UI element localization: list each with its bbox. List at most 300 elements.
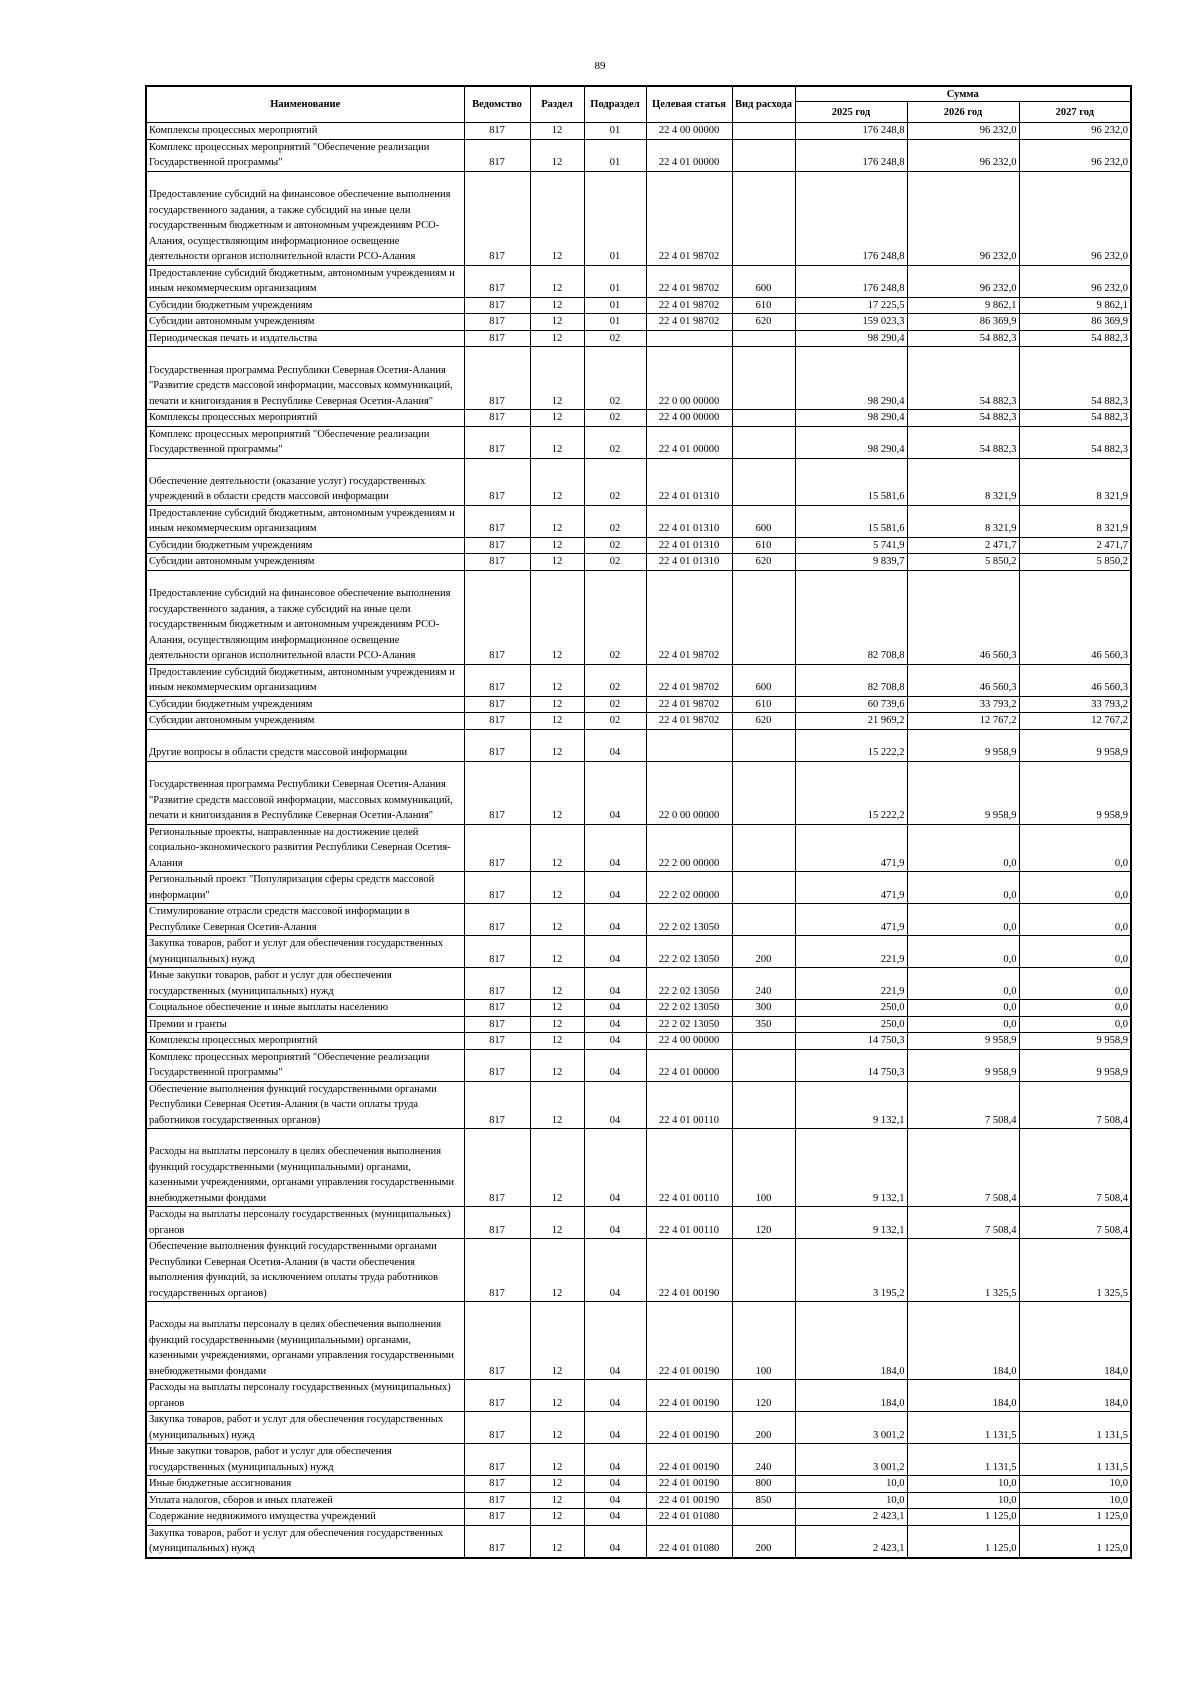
row-podrazdel: 04 xyxy=(584,824,646,872)
row-name: Комплекс процессных мероприятий "Обеспечение реализации Государственной программы" xyxy=(146,139,464,171)
row-expense-type: 240 xyxy=(732,968,795,1000)
row-razdel: 12 xyxy=(530,265,584,297)
row-podrazdel: 02 xyxy=(584,664,646,696)
row-podrazdel: 02 xyxy=(584,570,646,664)
row-sum-2025: 9 132,1 xyxy=(795,1129,907,1207)
row-expense-type xyxy=(732,426,795,458)
table-row xyxy=(146,1380,1131,1412)
table-row xyxy=(146,729,1131,761)
row-sum-2025: 3 001,2 xyxy=(795,1444,907,1476)
row-name: Периодическая печать и издательства xyxy=(146,330,464,347)
row-razdel: 12 xyxy=(530,554,584,571)
row-sum-2027: 5 850,2 xyxy=(1019,554,1131,571)
row-sum-2026: 96 232,0 xyxy=(907,123,1019,140)
row-sum-2027: 33 793,2 xyxy=(1019,696,1131,713)
row-podrazdel: 04 xyxy=(584,1302,646,1380)
row-sum-2026: 0,0 xyxy=(907,1016,1019,1033)
row-razdel: 12 xyxy=(530,410,584,427)
row-sum-2025: 2 423,1 xyxy=(795,1525,907,1558)
row-podrazdel: 04 xyxy=(584,1444,646,1476)
row-expense-type xyxy=(732,347,795,410)
row-sum-2026: 0,0 xyxy=(907,968,1019,1000)
header-name: Наименование xyxy=(146,86,464,123)
row-target-article: 22 2 02 00000 xyxy=(646,872,732,904)
row-sum-2026: 9 958,9 xyxy=(907,1049,1019,1081)
row-sum-2025: 3 001,2 xyxy=(795,1412,907,1444)
row-expense-type xyxy=(732,570,795,664)
row-vedomstvo: 817 xyxy=(464,904,530,936)
row-sum-2027: 0,0 xyxy=(1019,1016,1131,1033)
row-razdel: 12 xyxy=(530,1081,584,1129)
row-sum-2027: 1 125,0 xyxy=(1019,1509,1131,1526)
table-row xyxy=(146,664,1131,696)
row-target-article: 22 4 01 98702 xyxy=(646,713,732,730)
row-podrazdel: 02 xyxy=(584,458,646,505)
row-sum-2026: 0,0 xyxy=(907,936,1019,968)
row-target-article: 22 2 02 13050 xyxy=(646,1000,732,1017)
row-sum-2026: 8 321,9 xyxy=(907,458,1019,505)
row-podrazdel: 04 xyxy=(584,1129,646,1207)
row-podrazdel: 01 xyxy=(584,139,646,171)
row-podrazdel: 04 xyxy=(584,1492,646,1509)
row-razdel: 12 xyxy=(530,824,584,872)
row-sum-2025: 15 222,2 xyxy=(795,761,907,824)
row-sum-2026: 10,0 xyxy=(907,1476,1019,1493)
table-row xyxy=(146,936,1131,968)
row-vedomstvo: 817 xyxy=(464,570,530,664)
row-sum-2027: 86 369,9 xyxy=(1019,314,1131,331)
row-sum-2027: 184,0 xyxy=(1019,1302,1131,1380)
row-target-article: 22 4 01 00190 xyxy=(646,1412,732,1444)
row-name: Предоставление субсидий бюджетным, автономным учреждениям и иным некоммерческим организациям xyxy=(146,505,464,537)
table-row xyxy=(146,347,1131,410)
table-row xyxy=(146,1525,1131,1558)
row-sum-2027: 184,0 xyxy=(1019,1380,1131,1412)
row-name: Субсидии автономным учреждениям xyxy=(146,314,464,331)
row-razdel: 12 xyxy=(530,1444,584,1476)
table-row xyxy=(146,1081,1131,1129)
row-expense-type: 120 xyxy=(732,1207,795,1239)
row-razdel: 12 xyxy=(530,696,584,713)
row-razdel: 12 xyxy=(530,729,584,761)
row-sum-2025: 9 132,1 xyxy=(795,1081,907,1129)
row-podrazdel: 04 xyxy=(584,968,646,1000)
row-podrazdel: 01 xyxy=(584,123,646,140)
table-row xyxy=(146,1049,1131,1081)
row-vedomstvo: 817 xyxy=(464,1492,530,1509)
row-sum-2026: 184,0 xyxy=(907,1302,1019,1380)
row-vedomstvo: 817 xyxy=(464,1444,530,1476)
table-row xyxy=(146,314,1131,331)
row-sum-2027: 0,0 xyxy=(1019,904,1131,936)
row-podrazdel: 04 xyxy=(584,1412,646,1444)
row-target-article: 22 4 00 00000 xyxy=(646,123,732,140)
row-name: Предоставление субсидий на финансовое обеспечение выполнения государственного задания, а также субсидий на иные цели государственным бюджетным и автономным учреждениям РСО-Алания, осуществляющим информационное освещение деятельности органов исполнительной власти РСО-Алания xyxy=(146,570,464,664)
row-sum-2026: 46 560,3 xyxy=(907,664,1019,696)
row-target-article: 22 2 00 00000 xyxy=(646,824,732,872)
row-expense-type: 100 xyxy=(732,1129,795,1207)
row-sum-2027: 7 508,4 xyxy=(1019,1081,1131,1129)
row-sum-2027: 0,0 xyxy=(1019,824,1131,872)
row-sum-2025: 98 290,4 xyxy=(795,330,907,347)
row-expense-type: 610 xyxy=(732,297,795,314)
row-razdel: 12 xyxy=(530,330,584,347)
row-vedomstvo: 817 xyxy=(464,696,530,713)
table-row xyxy=(146,761,1131,824)
row-expense-type xyxy=(732,1081,795,1129)
row-vedomstvo: 817 xyxy=(464,171,530,265)
table-body xyxy=(146,123,1131,1558)
row-name: Субсидии бюджетным учреждениям xyxy=(146,696,464,713)
table-row xyxy=(146,1207,1131,1239)
row-sum-2027: 1 125,0 xyxy=(1019,1525,1131,1558)
row-name: Предоставление субсидий на финансовое обеспечение выполнения государственного задания, а также субсидий на иные цели государственным бюджетным и автономным учреждениям РСО-Алания, осуществляющим информационное освещение деятельности органов исполнительной власти РСО-Алания xyxy=(146,171,464,265)
row-sum-2027: 9 958,9 xyxy=(1019,761,1131,824)
table-row xyxy=(146,1016,1131,1033)
row-expense-type: 620 xyxy=(732,314,795,331)
table-row xyxy=(146,265,1131,297)
row-sum-2027: 0,0 xyxy=(1019,968,1131,1000)
row-vedomstvo: 817 xyxy=(464,1239,530,1302)
row-name: Закупка товаров, работ и услуг для обеспечения государственных (муниципальных) нужд xyxy=(146,1412,464,1444)
row-vedomstvo: 817 xyxy=(464,1000,530,1017)
row-sum-2025: 14 750,3 xyxy=(795,1033,907,1050)
row-podrazdel: 01 xyxy=(584,265,646,297)
row-target-article: 22 4 01 00190 xyxy=(646,1444,732,1476)
row-sum-2027: 10,0 xyxy=(1019,1476,1131,1493)
row-sum-2027: 12 767,2 xyxy=(1019,713,1131,730)
table-row xyxy=(146,1476,1131,1493)
row-name: Предоставление субсидий бюджетным, автономным учреждениям и иным некоммерческим организациям xyxy=(146,265,464,297)
page-number: 89 xyxy=(594,60,606,72)
row-vedomstvo: 817 xyxy=(464,664,530,696)
table-row xyxy=(146,1000,1131,1017)
row-sum-2025: 176 248,8 xyxy=(795,123,907,140)
row-sum-2026: 5 850,2 xyxy=(907,554,1019,571)
table-row xyxy=(146,1509,1131,1526)
row-vedomstvo: 817 xyxy=(464,1129,530,1207)
row-sum-2025: 471,9 xyxy=(795,824,907,872)
table-row xyxy=(146,824,1131,872)
row-vedomstvo: 817 xyxy=(464,1016,530,1033)
row-razdel: 12 xyxy=(530,537,584,554)
row-sum-2026: 1 131,5 xyxy=(907,1412,1019,1444)
table-row xyxy=(146,426,1131,458)
row-target-article: 22 4 01 98702 xyxy=(646,314,732,331)
row-sum-2025: 2 423,1 xyxy=(795,1509,907,1526)
row-sum-2026: 0,0 xyxy=(907,1000,1019,1017)
table-row xyxy=(146,1302,1131,1380)
row-target-article: 22 4 01 01310 xyxy=(646,554,732,571)
row-podrazdel: 04 xyxy=(584,1207,646,1239)
row-target-article: 22 4 01 01310 xyxy=(646,537,732,554)
row-expense-type xyxy=(732,761,795,824)
row-target-article: 22 2 02 13050 xyxy=(646,904,732,936)
row-sum-2025: 98 290,4 xyxy=(795,347,907,410)
row-target-article: 22 4 01 00190 xyxy=(646,1380,732,1412)
row-razdel: 12 xyxy=(530,1380,584,1412)
header-vedomstvo: Ведомство xyxy=(464,86,530,123)
table-row xyxy=(146,904,1131,936)
row-target-article: 22 4 00 00000 xyxy=(646,410,732,427)
row-sum-2025: 98 290,4 xyxy=(795,426,907,458)
row-razdel: 12 xyxy=(530,314,584,331)
row-target-article: 22 4 01 00190 xyxy=(646,1302,732,1380)
row-razdel: 12 xyxy=(530,297,584,314)
row-podrazdel: 01 xyxy=(584,297,646,314)
row-podrazdel: 04 xyxy=(584,1476,646,1493)
row-podrazdel: 04 xyxy=(584,936,646,968)
budget-table xyxy=(145,85,1132,1559)
row-sum-2027: 7 508,4 xyxy=(1019,1129,1131,1207)
row-sum-2025: 250,0 xyxy=(795,1016,907,1033)
row-expense-type: 600 xyxy=(732,664,795,696)
row-vedomstvo: 817 xyxy=(464,968,530,1000)
row-target-article: 22 4 01 00190 xyxy=(646,1492,732,1509)
row-expense-type xyxy=(732,1033,795,1050)
row-razdel: 12 xyxy=(530,123,584,140)
row-target-article: 22 4 01 01310 xyxy=(646,458,732,505)
row-target-article: 22 0 00 00000 xyxy=(646,347,732,410)
row-name: Иные закупки товаров, работ и услуг для обеспечения государственных (муниципальных) нужд xyxy=(146,1444,464,1476)
row-sum-2027: 96 232,0 xyxy=(1019,139,1131,171)
row-razdel: 12 xyxy=(530,1207,584,1239)
row-name: Комплексы процессных мероприятий xyxy=(146,410,464,427)
header-target-article: Целевая статья xyxy=(646,86,732,123)
row-vedomstvo: 817 xyxy=(464,1412,530,1444)
header-year-2025: 2025 год xyxy=(795,102,907,123)
row-expense-type xyxy=(732,139,795,171)
row-expense-type: 600 xyxy=(732,265,795,297)
row-sum-2027: 54 882,3 xyxy=(1019,347,1131,410)
row-razdel: 12 xyxy=(530,1129,584,1207)
row-name: Обеспечение выполнения функций государственными органами Республики Северная Осетия-Алания (в части оплаты труда работников государственных органов) xyxy=(146,1081,464,1129)
row-vedomstvo: 817 xyxy=(464,1049,530,1081)
row-sum-2026: 1 325,5 xyxy=(907,1239,1019,1302)
row-sum-2025: 82 708,8 xyxy=(795,664,907,696)
table-row xyxy=(146,968,1131,1000)
row-sum-2025: 159 023,3 xyxy=(795,314,907,331)
row-name: Субсидии автономным учреждениям xyxy=(146,713,464,730)
row-sum-2026: 9 862,1 xyxy=(907,297,1019,314)
row-name: Государственная программа Республики Северная Осетия-Алания "Развитие средств массовой информации, массовых коммуникаций, печати и книгоиздания в Республике Северная Осетия-Алания" xyxy=(146,347,464,410)
row-target-article: 22 4 01 98702 xyxy=(646,570,732,664)
row-sum-2026: 7 508,4 xyxy=(907,1081,1019,1129)
row-razdel: 12 xyxy=(530,1476,584,1493)
row-target-article: 22 4 01 98702 xyxy=(646,664,732,696)
header-year-2027: 2027 год xyxy=(1019,102,1131,123)
row-expense-type xyxy=(732,458,795,505)
row-podrazdel: 02 xyxy=(584,696,646,713)
row-razdel: 12 xyxy=(530,713,584,730)
row-razdel: 12 xyxy=(530,968,584,1000)
row-vedomstvo: 817 xyxy=(464,410,530,427)
row-name: Уплата налогов, сборов и иных платежей xyxy=(146,1492,464,1509)
row-target-article xyxy=(646,729,732,761)
row-sum-2027: 0,0 xyxy=(1019,872,1131,904)
row-target-article: 22 4 01 98702 xyxy=(646,171,732,265)
row-sum-2027: 1 325,5 xyxy=(1019,1239,1131,1302)
row-vedomstvo: 817 xyxy=(464,505,530,537)
row-razdel: 12 xyxy=(530,1049,584,1081)
row-name: Стимулирование отрасли средств массовой информации в Республике Северная Осетия-Алания xyxy=(146,904,464,936)
row-vedomstvo: 817 xyxy=(464,347,530,410)
row-razdel: 12 xyxy=(530,664,584,696)
row-name: Комплекс процессных мероприятий "Обеспечение реализации Государственной программы" xyxy=(146,426,464,458)
table-row xyxy=(146,696,1131,713)
row-sum-2026: 54 882,3 xyxy=(907,347,1019,410)
row-target-article: 22 2 02 13050 xyxy=(646,936,732,968)
header-expense-type: Вид расхода xyxy=(732,86,795,123)
row-razdel: 12 xyxy=(530,570,584,664)
row-razdel: 12 xyxy=(530,1412,584,1444)
row-expense-type xyxy=(732,1239,795,1302)
row-sum-2025: 60 739,6 xyxy=(795,696,907,713)
row-sum-2027: 1 131,5 xyxy=(1019,1412,1131,1444)
row-sum-2026: 33 793,2 xyxy=(907,696,1019,713)
row-sum-2025: 17 225,5 xyxy=(795,297,907,314)
row-sum-2026: 86 369,9 xyxy=(907,314,1019,331)
row-expense-type xyxy=(732,729,795,761)
row-razdel: 12 xyxy=(530,171,584,265)
row-target-article: 22 4 01 00110 xyxy=(646,1207,732,1239)
row-sum-2026: 96 232,0 xyxy=(907,171,1019,265)
row-podrazdel: 02 xyxy=(584,505,646,537)
row-expense-type: 240 xyxy=(732,1444,795,1476)
row-name: Закупка товаров, работ и услуг для обеспечения государственных (муниципальных) нужд xyxy=(146,1525,464,1558)
table-row xyxy=(146,1492,1131,1509)
row-podrazdel: 04 xyxy=(584,872,646,904)
row-expense-type xyxy=(732,1509,795,1526)
table-row xyxy=(146,123,1131,140)
row-expense-type: 350 xyxy=(732,1016,795,1033)
row-sum-2025: 471,9 xyxy=(795,904,907,936)
row-target-article: 22 4 01 00190 xyxy=(646,1476,732,1493)
row-vedomstvo: 817 xyxy=(464,554,530,571)
row-sum-2026: 1 125,0 xyxy=(907,1509,1019,1526)
row-vedomstvo: 817 xyxy=(464,123,530,140)
row-expense-type: 200 xyxy=(732,1525,795,1558)
row-expense-type xyxy=(732,123,795,140)
row-vedomstvo: 817 xyxy=(464,314,530,331)
row-sum-2026: 54 882,3 xyxy=(907,410,1019,427)
row-sum-2025: 221,9 xyxy=(795,936,907,968)
table-row xyxy=(146,872,1131,904)
row-sum-2025: 15 581,6 xyxy=(795,458,907,505)
row-razdel: 12 xyxy=(530,347,584,410)
row-sum-2025: 9 839,7 xyxy=(795,554,907,571)
row-expense-type xyxy=(732,904,795,936)
row-sum-2025: 5 741,9 xyxy=(795,537,907,554)
row-vedomstvo: 817 xyxy=(464,297,530,314)
row-podrazdel: 04 xyxy=(584,761,646,824)
row-expense-type xyxy=(732,824,795,872)
row-name: Расходы на выплаты персоналу государственных (муниципальных) органов xyxy=(146,1207,464,1239)
row-name: Иные бюджетные ассигнования xyxy=(146,1476,464,1493)
row-vedomstvo: 817 xyxy=(464,139,530,171)
row-sum-2026: 54 882,3 xyxy=(907,330,1019,347)
row-expense-type xyxy=(732,872,795,904)
row-target-article: 22 0 00 00000 xyxy=(646,761,732,824)
row-sum-2026: 10,0 xyxy=(907,1492,1019,1509)
row-expense-type: 200 xyxy=(732,936,795,968)
row-target-article: 22 4 01 00110 xyxy=(646,1129,732,1207)
row-sum-2027: 96 232,0 xyxy=(1019,171,1131,265)
row-target-article: 22 4 00 00000 xyxy=(646,1033,732,1050)
row-podrazdel: 04 xyxy=(584,1380,646,1412)
row-expense-type: 120 xyxy=(732,1380,795,1412)
row-expense-type xyxy=(732,171,795,265)
row-target-article: 22 4 01 01080 xyxy=(646,1525,732,1558)
row-vedomstvo: 817 xyxy=(464,426,530,458)
row-vedomstvo: 817 xyxy=(464,824,530,872)
row-podrazdel: 02 xyxy=(584,347,646,410)
row-sum-2027: 8 321,9 xyxy=(1019,458,1131,505)
table-row xyxy=(146,1412,1131,1444)
row-sum-2026: 1 131,5 xyxy=(907,1444,1019,1476)
row-target-article: 22 4 01 98702 xyxy=(646,297,732,314)
row-expense-type: 300 xyxy=(732,1000,795,1017)
table-row xyxy=(146,330,1131,347)
row-vedomstvo: 817 xyxy=(464,713,530,730)
row-podrazdel: 04 xyxy=(584,1081,646,1129)
row-sum-2027: 9 958,9 xyxy=(1019,1049,1131,1081)
header-razdel: Раздел xyxy=(530,86,584,123)
row-razdel: 12 xyxy=(530,505,584,537)
row-sum-2027: 96 232,0 xyxy=(1019,265,1131,297)
row-razdel: 12 xyxy=(530,139,584,171)
table-row xyxy=(146,554,1131,571)
row-vedomstvo: 817 xyxy=(464,872,530,904)
row-razdel: 12 xyxy=(530,904,584,936)
row-name: Обеспечение выполнения функций государственными органами Республики Северная Осетия-Алания (в части обеспечения выполнения функций, за исключением оплаты труда работников государственных органов) xyxy=(146,1239,464,1302)
row-vedomstvo: 817 xyxy=(464,1380,530,1412)
row-target-article: 22 4 01 01080 xyxy=(646,1509,732,1526)
row-razdel: 12 xyxy=(530,761,584,824)
row-sum-2025: 82 708,8 xyxy=(795,570,907,664)
row-name: Другие вопросы в области средств массовой информации xyxy=(146,729,464,761)
row-name: Государственная программа Республики Северная Осетия-Алания "Развитие средств массовой информации, массовых коммуникаций, печати и книгоиздания в Республике Северная Осетия-Алания" xyxy=(146,761,464,824)
row-razdel: 12 xyxy=(530,458,584,505)
row-expense-type xyxy=(732,410,795,427)
row-expense-type: 100 xyxy=(732,1302,795,1380)
table-row xyxy=(146,713,1131,730)
row-sum-2027: 9 958,9 xyxy=(1019,1033,1131,1050)
row-sum-2027: 54 882,3 xyxy=(1019,330,1131,347)
row-razdel: 12 xyxy=(530,1302,584,1380)
row-vedomstvo: 817 xyxy=(464,1302,530,1380)
row-vedomstvo: 817 xyxy=(464,1509,530,1526)
row-target-article: 22 4 01 98702 xyxy=(646,265,732,297)
row-target-article: 22 2 02 13050 xyxy=(646,1016,732,1033)
row-sum-2027: 2 471,7 xyxy=(1019,537,1131,554)
row-podrazdel: 04 xyxy=(584,1049,646,1081)
row-expense-type: 620 xyxy=(732,713,795,730)
row-sum-2025: 15 222,2 xyxy=(795,729,907,761)
row-target-article: 22 2 02 13050 xyxy=(646,968,732,1000)
row-podrazdel: 04 xyxy=(584,1525,646,1558)
row-sum-2025: 9 132,1 xyxy=(795,1207,907,1239)
row-razdel: 12 xyxy=(530,1509,584,1526)
row-sum-2025: 250,0 xyxy=(795,1000,907,1017)
row-razdel: 12 xyxy=(530,1525,584,1558)
row-name: Закупка товаров, работ и услуг для обеспечения государственных (муниципальных) нужд xyxy=(146,936,464,968)
row-name: Иные закупки товаров, работ и услуг для обеспечения государственных (муниципальных) нужд xyxy=(146,968,464,1000)
row-sum-2026: 7 508,4 xyxy=(907,1207,1019,1239)
row-sum-2027: 96 232,0 xyxy=(1019,123,1131,140)
row-vedomstvo: 817 xyxy=(464,458,530,505)
row-vedomstvo: 817 xyxy=(464,1033,530,1050)
